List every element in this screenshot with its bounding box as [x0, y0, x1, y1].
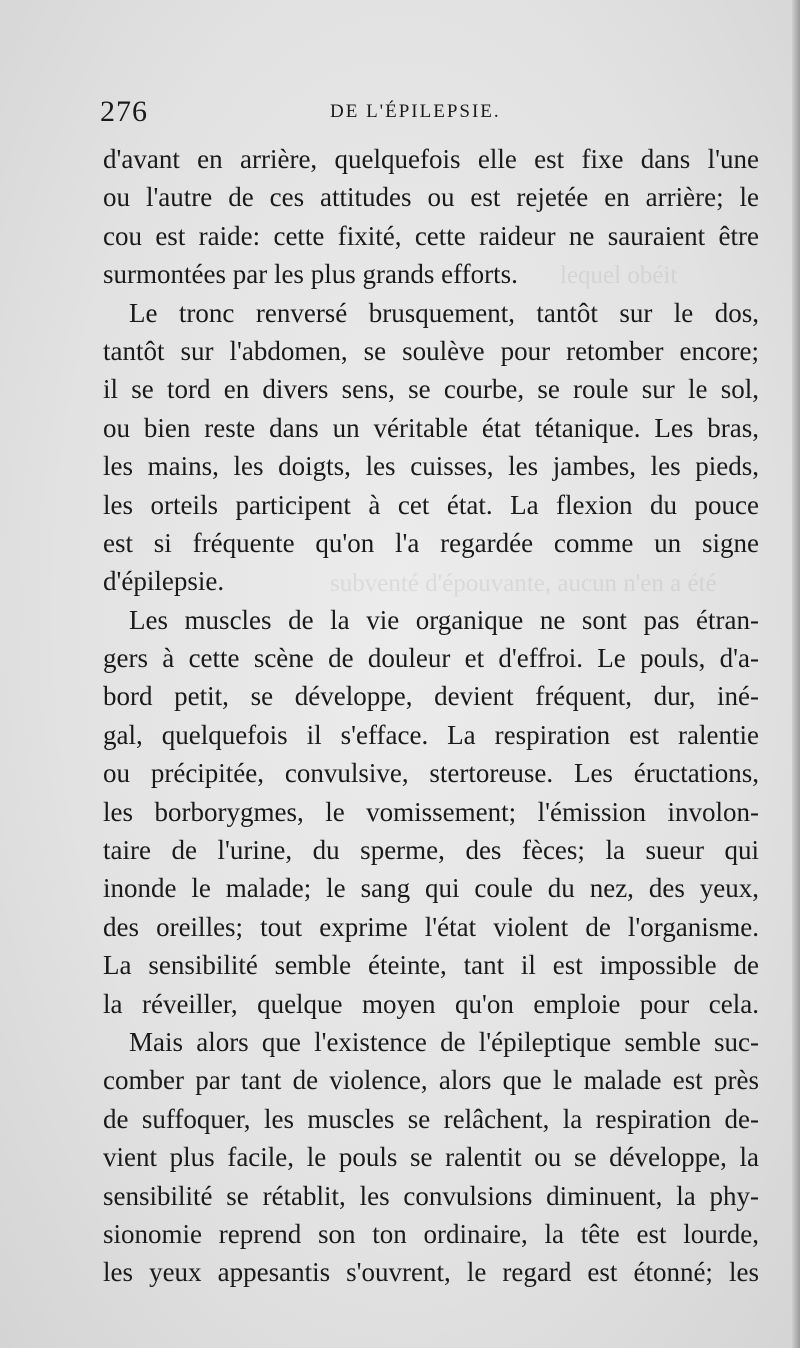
text-line: surmontées par les plus grands efforts.	[103, 259, 518, 290]
text-line: vient plus facile, le pouls se ralentit ou se développe, la	[103, 1142, 759, 1173]
text-line: il se tord en divers sens, se courbe, se roule sur le sol,	[103, 374, 759, 405]
text-line: La sensibilité semble éteinte, tant il est impossible de	[103, 950, 759, 981]
text-line: d'épilepsie.	[103, 566, 225, 597]
paragraph	[103, 601, 759, 1023]
text-line: la réveiller, quelque moyen qu'on emploie pour cela.	[103, 988, 759, 1019]
text-line: Les muscles de la vie organique ne sont pas étran-	[129, 604, 759, 635]
text-line: de suffoquer, les muscles se relâchent, la respiration de-	[103, 1103, 759, 1134]
text-line: les yeux appesantis s'ouvrent, le regard est étonné; les	[103, 1257, 759, 1288]
text-line: sionomie reprend son ton ordinaire, la tête est lourde,	[103, 1218, 759, 1249]
text-line: inonde le malade; le sang qui coule du nez, des yeux,	[103, 873, 759, 904]
text-line: ou l'autre de ces attitudes ou est rejetée en arrière; le	[103, 182, 759, 213]
text-line: gers à cette scène de douleur et d'effroi. Le pouls, d'a-	[103, 643, 759, 674]
text-line: est si fréquente qu'on l'a regardée comme un signe	[103, 527, 759, 558]
paragraph	[103, 294, 759, 601]
text-line: cou est raide: cette fixité, cette raideur ne sauraient être	[103, 220, 759, 251]
text-line: les orteils participent à cet état. La flexion du pouce	[103, 489, 759, 520]
text-line: ou bien reste dans un véritable état tétanique. Les bras,	[103, 412, 759, 443]
text-line: Mais alors que l'existence de l'épileptique semble suc-	[129, 1026, 759, 1057]
text-line: ou précipitée, convulsive, stertoreuse. Les éructations,	[103, 758, 759, 789]
text-line: tantôt sur l'abdomen, se soulève pour retomber encore;	[103, 335, 759, 366]
text-line: les borborygmes, le vomissement; l'émission involon-	[103, 796, 759, 827]
page-number: 276	[100, 95, 148, 128]
text-line: bord petit, se développe, devient fréquent, dur, iné-	[103, 681, 759, 712]
page-gutter-shadow	[792, 0, 800, 1348]
text-line: d'avant en arrière, quelquefois elle est fixe dans l'une	[103, 144, 759, 174]
text-line: des oreilles; tout exprime l'état violent de l'organisme.	[103, 911, 759, 942]
text-line: les mains, les doigts, les cuisses, les jambes, les pieds,	[103, 451, 759, 482]
text-line: gal, quelquefois il s'efface. La respiration est ralentie	[103, 719, 759, 750]
text-line: comber par tant de violence, alors que le malade est près	[103, 1065, 759, 1096]
text-line: taire de l'urine, du sperme, des fèces; la sueur qui	[103, 835, 759, 866]
paragraph	[103, 140, 759, 294]
page-header	[100, 92, 760, 132]
bleed-through-text: lequel obéit	[560, 262, 678, 289]
running-head: DE L'ÉPILEPSIE.	[330, 101, 501, 122]
bleed-through-text: subventé d'épouvante, aucun n'en a été	[330, 570, 717, 597]
body-text	[103, 140, 759, 1292]
paragraph	[103, 1023, 759, 1292]
text-line: Le tronc renversé brusquement, tantôt sur le dos,	[129, 297, 759, 328]
text-line: sensibilité se rétablit, les convulsions diminuent, la phy-	[103, 1180, 759, 1211]
